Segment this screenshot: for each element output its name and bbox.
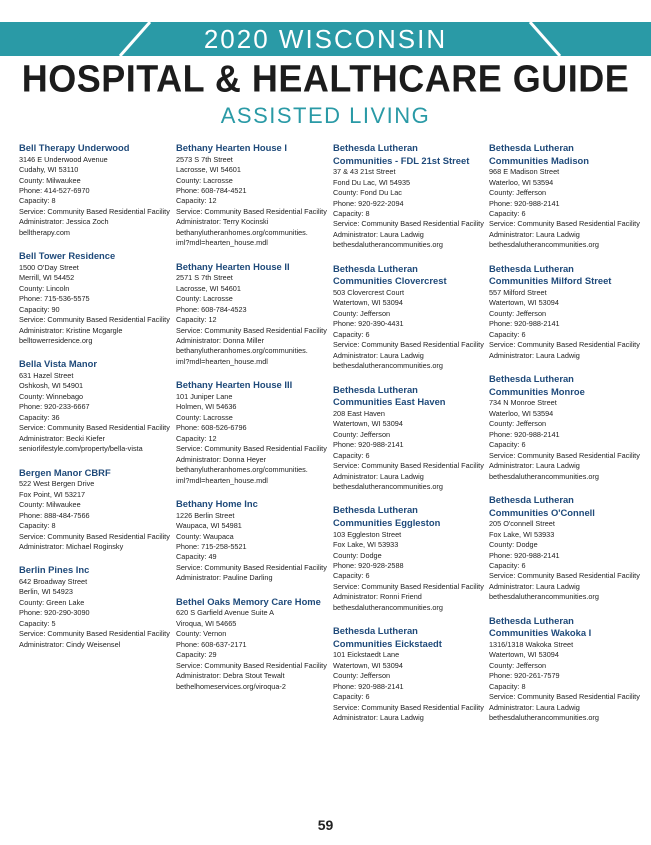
facility-detail: Service: Community Based Residential Facility [333,219,484,229]
page-number: 59 [317,817,334,833]
facility-detail: 208 East Haven [333,408,385,418]
facility-detail: County: Vernon [176,629,227,639]
facility-detail: Service: Community Based Residential Facility [19,629,170,639]
facility-detail: County: Milwaukee [19,500,81,510]
facility-detail: Administrator: Debra Stout Tewalt [176,671,285,681]
facility-detail: Capacity: 12 [176,196,217,206]
facility-detail: Phone: 920-988-2141 [489,319,560,329]
facility-detail: Administrator: Laura Ladwig [333,350,424,360]
facility-detail: Service: Community Based Residential Facility [176,444,327,454]
facility-detail: 103 Eggleston Street [333,529,402,539]
facility-detail: Service: Community Based Residential Facility [333,461,484,471]
facility-detail: County: Fond Du Lac [333,188,402,198]
facility-detail: Capacity: 36 [19,412,60,422]
facility-detail: Phone: 920-390-4431 [333,319,404,329]
facility-detail: Viroqua, WI 54665 [176,618,237,628]
facility-detail: 1226 Berlin Street [176,510,235,520]
facility-detail: Fox Point, WI 53217 [19,489,86,499]
facility-detail: Lacrosse, WI 54601 [176,165,241,175]
facility-detail: Phone: 920-261-7579 [489,671,560,681]
facility-listing [19,358,169,454]
facility-detail: 522 West Bergen Drive [19,479,95,489]
facility-name: Bethesda Lutheran [489,262,574,274]
facility-listing [489,263,639,361]
facility-detail: belltowerresidence.org [19,335,93,345]
facility-detail: bethanylutheranhomes.org/communities. [176,465,308,475]
facility-name: Bethesda Lutheran [489,142,574,153]
facility-detail: Service: Community Based Residential Facility [489,692,640,702]
facility-detail: seniorlifestyle.com/property/bella-vista [19,444,143,454]
facility-detail: Capacity: 90 [19,304,60,314]
facility-detail: Administrator: Cindy Weisensel [19,639,121,649]
listing-column-1 [19,142,169,662]
facility-detail: Capacity: 8 [19,521,56,531]
facility-name: Bethel Oaks Memory Care Home [176,595,321,607]
facility-detail: Service: Community Based Residential Facility [489,340,640,350]
facility-detail: Phone: 414-527-6970 [19,185,90,195]
facility-detail: Administrator: Laura Ladwig [333,713,424,723]
facility-detail: Administrator: Terry Kocinski [176,217,269,227]
facility-listing [19,142,169,238]
facility-detail: Phone: 920-988-2141 [333,681,404,691]
facility-detail: County: Jefferson [489,419,547,429]
facility-detail: Administrator: Michael Roginsky [19,541,124,551]
facility-name: Bethany Hearten House III [176,379,293,391]
facility-name: Bethany Hearten House I [176,142,287,153]
facility-detail: Administrator: Kristine Mcgargle [19,325,123,335]
facility-name: Bethesda Lutheran [489,493,574,505]
facility-detail: Phone: 920-988-2141 [489,429,560,439]
facility-detail: Berlin, WI 54923 [19,587,73,597]
facility-listing [489,142,639,251]
facility-name: Communities Eickstaedt [333,637,442,649]
facility-detail: Phone: 920-988-2141 [333,440,404,450]
facility-detail: Phone: 715-536-5575 [19,294,90,304]
facility-detail: Administrator: Jessica Zoch [19,217,109,227]
facility-listing [176,142,326,249]
facility-detail: 734 N Monroe Street [489,398,557,408]
facility-listing [489,494,639,603]
facility-detail: Capacity: 8 [333,209,370,218]
facility-detail: Administrator: Ronni Friend [333,592,422,602]
facility-detail: iml?mdl=hearten_house.mdl [176,356,268,366]
facility-name: Bergen Manor CBRF [19,466,111,478]
guide-title: HOSPITAL & HEALTHCARE GUIDE [21,56,630,100]
section-title: ASSISTED LIVING [220,103,431,128]
facility-detail: Administrator: Donna Heyer [176,454,267,464]
facility-detail: 503 Clovercrest Court [333,288,404,297]
facility-detail: Watertown, WI 53094 [333,660,403,670]
facility-name: Bethesda Lutheran [489,614,574,626]
facility-detail: iml?mdl=hearten_house.mdl [176,475,268,485]
facility-listing [176,498,326,584]
facility-detail: Service: Community Based Residential Facility [489,571,640,581]
facility-detail: Phone: 608-784-4523 [176,304,247,314]
facility-name: Communities Wakoka I [489,627,592,639]
facility-detail: Service: Community Based Residential Facility [176,660,327,670]
facility-detail: Service: Community Based Residential Facility [19,531,170,541]
facility-detail: Capacity: 6 [489,329,526,339]
facility-detail: Capacity: 49 [176,552,217,562]
facility-detail: Service: Community Based Residential Facility [333,581,484,591]
facility-listing [333,263,483,372]
facility-detail: 1316/1318 Wakoka Street [489,639,574,649]
facility-name: Communities Monroe [489,385,585,397]
facility-detail: Cudahy, WI 53110 [19,165,79,175]
facility-name: Bella Vista Manor [19,358,97,370]
facility-detail: County: Jefferson [333,308,391,318]
facility-detail: Capacity: 8 [489,681,526,691]
facility-listing [489,373,639,482]
facility-detail: 1500 O'Day Street [19,262,79,272]
facility-detail: 642 Broadway Street [19,577,88,587]
facility-name: Communities Clovercrest [333,275,447,287]
facility-detail: Administrator: Pauline Darling [176,573,273,583]
facility-detail: Service: Community Based Residential Facility [19,206,170,216]
facility-name: Bethesda Lutheran [333,262,418,274]
facility-detail: belltherapy.com [19,227,70,237]
facility-detail: Capacity: 6 [333,692,370,702]
facility-name: Bethesda Lutheran [333,383,418,395]
facility-listing [333,384,483,493]
facility-name: Bethesda Lutheran [333,142,418,153]
facility-detail: Phone: 715-258-5521 [176,541,247,551]
facility-detail: Service: Community Based Residential Facility [489,450,640,460]
facility-detail: Waupaca, WI 54981 [176,521,242,531]
facility-detail: bethelhomeservices.org/viroqua-2 [176,681,286,691]
facility-detail: County: Jefferson [489,308,547,318]
facility-detail: County: Lacrosse [176,412,233,422]
facility-listing [333,625,483,723]
facility-detail: Service: Community Based Residential Facility [333,702,484,712]
facility-detail: County: Waupaca [176,531,234,541]
facility-name: Bell Tower Residence [19,250,116,262]
facility-detail: Capacity: 6 [333,571,370,581]
facility-detail: Administrator: Laura Ladwig [489,350,580,360]
facility-detail: Phone: 608-784-4521 [176,185,247,195]
facility-listing [176,379,326,486]
facility-detail: County: Green Lake [19,597,85,607]
facility-detail: Lacrosse, WI 54601 [176,283,241,293]
facility-detail: County: Lacrosse [176,294,233,304]
facility-detail: Phone: 920-988-2141 [489,198,560,208]
facility-detail: 2573 S 7th Street [176,154,233,164]
facility-name: Communities Eggleston [333,517,441,529]
facility-detail: County: Winnebago [19,391,84,401]
facility-detail: Watertown, WI 53094 [489,650,559,660]
facility-detail: 3146 E Underwood Avenue [19,154,108,164]
facility-name: Communities Milford Street [489,275,612,287]
facility-detail: County: Jefferson [333,429,391,439]
facility-detail: Administrator: Donna Miller [176,335,264,345]
facility-detail: Phone: 920-988-2141 [489,550,560,560]
facility-detail: 101 Juniper Lane [176,391,233,401]
facility-detail: bethesdalutherancommunities.org [489,471,599,481]
listing-column-2 [176,142,326,704]
facility-detail: Waterloo, WI 53594 [489,408,554,418]
facility-detail: Merrill, WI 54452 [19,273,75,283]
facility-detail: Capacity: 6 [489,560,526,570]
facility-name: Bethesda Lutheran [333,504,418,516]
facility-detail: Administrator: Laura Ladwig [489,581,580,591]
facility-detail: 205 O'connell Street [489,519,555,529]
facility-detail: Service: Community Based Residential Facility [19,423,170,433]
facility-name: Communities East Haven [333,396,446,408]
facility-detail: County: Jefferson [489,660,547,670]
facility-detail: Service: Community Based Residential Facility [489,219,640,229]
facility-detail: Phone: 920-922-2094 [333,198,404,208]
facility-detail: bethesdalutherancommunities.org [333,361,443,371]
facility-detail: Phone: 608-526-6796 [176,423,247,433]
facility-detail: Administrator: Laura Ladwig [489,229,580,239]
facility-detail: 101 Eickstaedt Lane [333,650,400,660]
facility-detail: Capacity: 6 [333,450,370,460]
facility-name: Bethesda Lutheran [489,373,574,385]
facility-listing [19,564,169,650]
facility-detail: Watertown, WI 53094 [489,298,559,308]
facility-detail: Watertown, WI 53094 [333,298,403,308]
facility-detail: bethesdalutherancommunities.org [489,713,599,723]
facility-listing [19,467,169,553]
facility-detail: Watertown, WI 53094 [333,419,403,429]
facility-detail: Administrator: Laura Ladwig [489,461,580,471]
facility-detail: Service: Community Based Residential Facility [176,206,327,216]
facility-detail: Capacity: 6 [489,209,526,218]
facility-detail: 37 & 43 21st Street [333,167,396,177]
facility-detail: Service: Community Based Residential Facility [176,562,327,572]
facility-detail: Capacity: 29 [176,650,217,660]
facility-detail: Service: Community Based Residential Facility [176,325,327,335]
facility-detail: bethesdalutherancommunities.org [333,240,443,250]
facility-detail: bethanylutheranhomes.org/communities. [176,227,308,237]
facility-detail: Fond Du Lac, WI 54935 [333,177,411,187]
facility-detail: Phone: 920-290-3090 [19,608,90,618]
facility-detail: 631 Hazel Street [19,371,74,381]
facility-detail: Phone: 888-484-7566 [19,510,90,520]
facility-detail: Fox Lake, WI 53933 [333,540,399,550]
facility-detail: Administrator: Becki Kiefer [19,433,105,443]
facility-detail: bethesdalutherancommunities.org [489,592,599,602]
facility-listing [176,261,326,368]
facility-listing [176,596,326,692]
facility-detail: County: Lincoln [19,283,70,293]
facility-detail: Phone: 920-928-2588 [333,560,404,570]
facility-detail: bethesdalutherancommunities.org [333,481,443,491]
facility-detail: County: Jefferson [333,671,391,681]
facility-name: Bethesda Lutheran [333,625,418,637]
banner-title: 2020 WISCONSIN [203,24,448,54]
facility-name: Communities Madison [489,154,590,166]
facility-detail: Phone: 608-637-2171 [176,639,247,649]
facility-detail: Capacity: 12 [176,433,217,443]
facility-listing [333,142,483,251]
facility-name: Berlin Pines Inc [19,564,90,576]
facility-listing [489,615,639,724]
listing-column-3 [333,142,483,736]
facility-detail: Service: Community Based Residential Facility [333,340,484,350]
facility-listing [19,250,169,346]
facility-name: Bell Therapy Underwood [19,142,130,153]
facility-detail: 968 E Madison Street [489,167,560,177]
facility-name: Bethany Hearten House II [176,260,290,272]
facility-detail: bethesdalutherancommunities.org [489,240,599,250]
facility-detail: Fox Lake, WI 53933 [489,529,555,539]
facility-detail: Service: Community Based Residential Facility [19,315,170,325]
facility-detail: 2571 S 7th Street [176,273,233,283]
facility-detail: Capacity: 6 [333,329,370,339]
facility-detail: 620 S Garfield Avenue Suite A [176,608,275,618]
facility-detail: County: Lacrosse [176,175,233,185]
facility-listing [333,504,483,613]
facility-detail: Capacity: 8 [19,196,56,206]
facility-detail: County: Dodge [489,540,538,550]
facility-detail: Capacity: 12 [176,315,217,325]
facility-detail: Capacity: 6 [489,440,526,450]
facility-detail: Waterloo, WI 53594 [489,177,554,187]
facility-detail: Capacity: 5 [19,618,56,628]
facility-name: Bethany Home Inc [176,498,258,510]
facility-detail: Phone: 920-233-6667 [19,402,90,412]
facility-detail: Administrator: Laura Ladwig [489,702,580,712]
facility-detail: bethesdalutherancommunities.org [333,602,443,612]
facility-detail: 557 Milford Street [489,288,547,297]
facility-detail: Administrator: Laura Ladwig [333,229,424,239]
facility-detail: Oshkosh, WI 54901 [19,381,84,391]
listing-column-4 [489,142,639,736]
facility-name: Communities - FDL 21st Street [333,154,470,166]
facility-detail: Holmen, WI 54636 [176,402,237,412]
facility-detail: County: Milwaukee [19,175,81,185]
facility-detail: County: Dodge [333,550,382,560]
facility-detail: Administrator: Laura Ladwig [333,471,424,481]
facility-detail: bethanylutheranhomes.org/communities. [176,346,308,356]
facility-detail: County: Jefferson [489,188,547,198]
facility-name: Communities O'Connell [489,506,595,518]
facility-detail: iml?mdl=hearten_house.mdl [176,238,268,248]
